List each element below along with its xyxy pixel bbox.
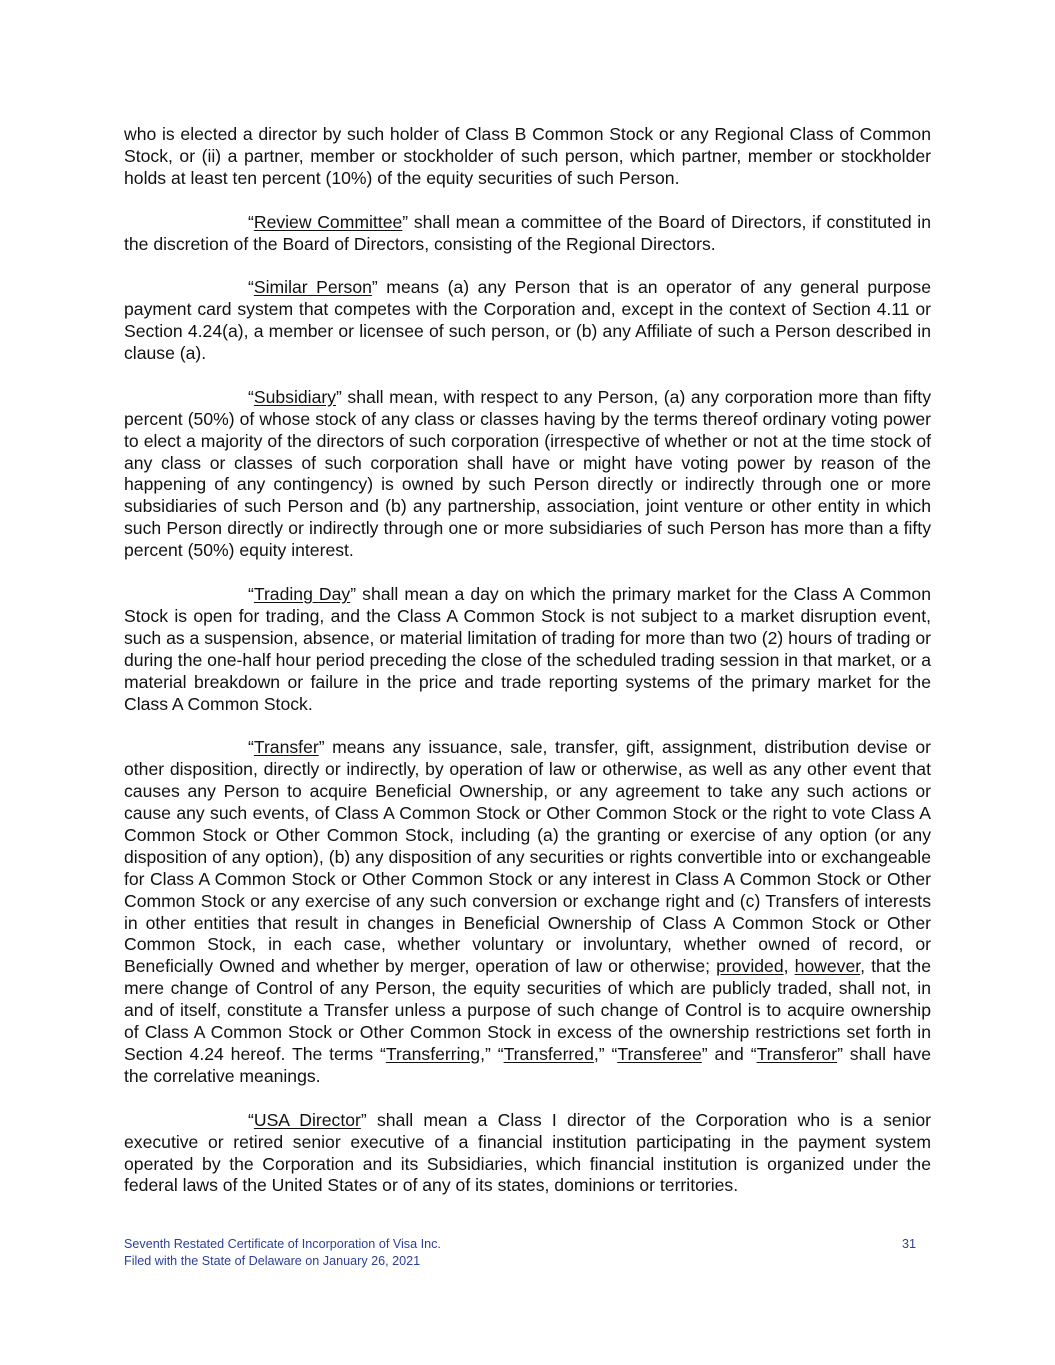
open-quote: “ xyxy=(248,1109,254,1130)
separator: ,” “ xyxy=(480,1043,504,1064)
page-footer xyxy=(124,1236,916,1269)
definition-text: , that the mere change of Control of any Person, the equity securities of which are publicly traded, shall not, in and of itself, constitute a Transfer unless a purpose of such change of Control is to acquire ownership of Class A Common Stock or Other Common Stock in excess of the ownership restrictions set forth in Section 4.24 hereof. The terms xyxy=(124,956,932,1064)
definition-transfer xyxy=(124,737,931,1088)
definition-review-committee xyxy=(124,212,931,256)
separator: ” and “ xyxy=(701,1043,757,1064)
separator: ,” “ xyxy=(593,1043,618,1064)
page-number: 31 xyxy=(901,1237,916,1251)
definition-text: means (a) any Person that is an operator of any general purpose payment card system that competes with the Corporation and, except in the context of Section 4.11 or Section 4.24(a), a member or licensee of such person, or (b) any Affiliate of such a Person described in clause (a). xyxy=(124,277,931,364)
open-quote: “ xyxy=(248,386,254,407)
comma: , xyxy=(783,956,795,977)
definition-text: shall mean, with respect to any Person, (a) any corporation more than fifty percent (50%) of whose stock of any class or classes having by the terms thereof ordinary voting power to elect a majority of the directors of such corporation (irrespective of whether or not at the time stock of any class or classes of such corporation shall have or might have voting power by reason of the happening of any contingency) is owned by such Person directly or indirectly through one or more subsidiaries of such Person and (b) any partnership, association, joint venture or other entity in which such Person directly or indirectly through one or more subsidiaries of such Person has more than a fifty percent (50%) equity interest. xyxy=(124,386,931,561)
defined-term: Review Committee xyxy=(253,211,403,232)
close-quote: ” xyxy=(336,386,342,407)
open-quote: “ xyxy=(380,1043,386,1064)
defined-term: Trading Day xyxy=(253,583,351,604)
defined-term: USA Director xyxy=(253,1109,361,1130)
close-quote: ” xyxy=(318,737,325,758)
provided-term: provided xyxy=(716,956,784,977)
defined-term-transferring: Transferring xyxy=(385,1043,481,1064)
definition-text: shall mean a Class I director of the Corporation who is a senior executive or retired senior executive of a financial institution participating in the payment system operated by the Corporation and its Subsidiaries, which financial institution is organized under the federal laws of the United States or of any of its states, dominions or territories. xyxy=(124,1109,931,1196)
defined-term-transferor: Transferor xyxy=(756,1043,838,1064)
footer-document-title: Seventh Restated Certificate of Incorporation of Visa Inc. xyxy=(124,1237,441,1251)
close-quote: ” xyxy=(360,1109,367,1130)
close-quote: ” xyxy=(371,277,378,298)
definition-text: shall mean a day on which the primary market for the Class A Common Stock is open for trading, and the Class A Common Stock is not subject to a market disruption event, such as a suspension, absence, or material limitation of trading for more than two (2) hours of trading or during the one-half hour period preceding the close of the scheduled trading session in that market, or a material breakdown or failure in the price and trade reporting systems of the primary market for the Class A Common Stock. xyxy=(124,583,931,714)
open-quote: “ xyxy=(248,277,254,298)
open-quote: “ xyxy=(248,211,254,232)
definition-similar-person xyxy=(124,277,931,365)
defined-term: Subsidiary xyxy=(253,386,337,407)
open-quote: “ xyxy=(248,737,254,758)
defined-term-transferred: Transferred xyxy=(503,1043,594,1064)
open-quote: “ xyxy=(248,583,254,604)
however-term: however xyxy=(794,956,861,977)
definition-text: shall mean a committee of the Board of Directors, if constituted in the discretion of the Board of Directors, consisting of the Regional Directors. xyxy=(124,211,931,254)
close-quote: ” xyxy=(402,211,409,232)
defined-term: Transfer xyxy=(253,737,319,758)
definition-trading-day xyxy=(124,584,931,715)
defined-term: Similar Person xyxy=(253,277,372,298)
paragraph-continuation: who is elected a director by such holder of Class B Common Stock or any Regional Class of Common Stock, or (ii) a partner, member or stockholder of such person, which partner, member or stockholder holds at least ten percent (10%) of the equity securities of such Person. xyxy=(124,124,931,188)
close-quote: ” xyxy=(350,583,357,604)
definition-usa-director xyxy=(124,1110,931,1198)
footer-filing-date: Filed with the State of Delaware on January 26, 2021 xyxy=(124,1253,421,1268)
definition-text: ” shall have the correlative meanings. xyxy=(124,1043,932,1086)
defined-term-transferee: Transferee xyxy=(617,1043,702,1064)
definition-subsidiary xyxy=(124,387,931,562)
definition-text: means any issuance, sale, transfer, gift, assignment, distribution devise or other disposition, directly or indirectly, by operation of law or otherwise, as well as any other event that causes any Person to acquire Beneficial Ownership, or any agreement to take any such actions or cause any such events, of Class A Common Stock or Other Common Stock or the right to vote Class A Common Stock or Other Common Stock, including (a) the granting or exercise of any option (or any disposition of any option), (b) any disposition of any securities or rights convertible into or exchangeable for Class A Common Stock or Other Common Stock or any interest in Class A Common Stock or Other Common Stock or any exercise of any such conversion or exchange right and (c) Transfers of interests in other entities that result in changes in Beneficial Ownership of Class A Common Stock or Other Common Stock, in each case, whether voluntary or involuntary, whether owned of record, or Beneficially Owned and whether by merger, operation of law or otherwise; xyxy=(124,737,931,977)
document-page xyxy=(124,124,931,1219)
